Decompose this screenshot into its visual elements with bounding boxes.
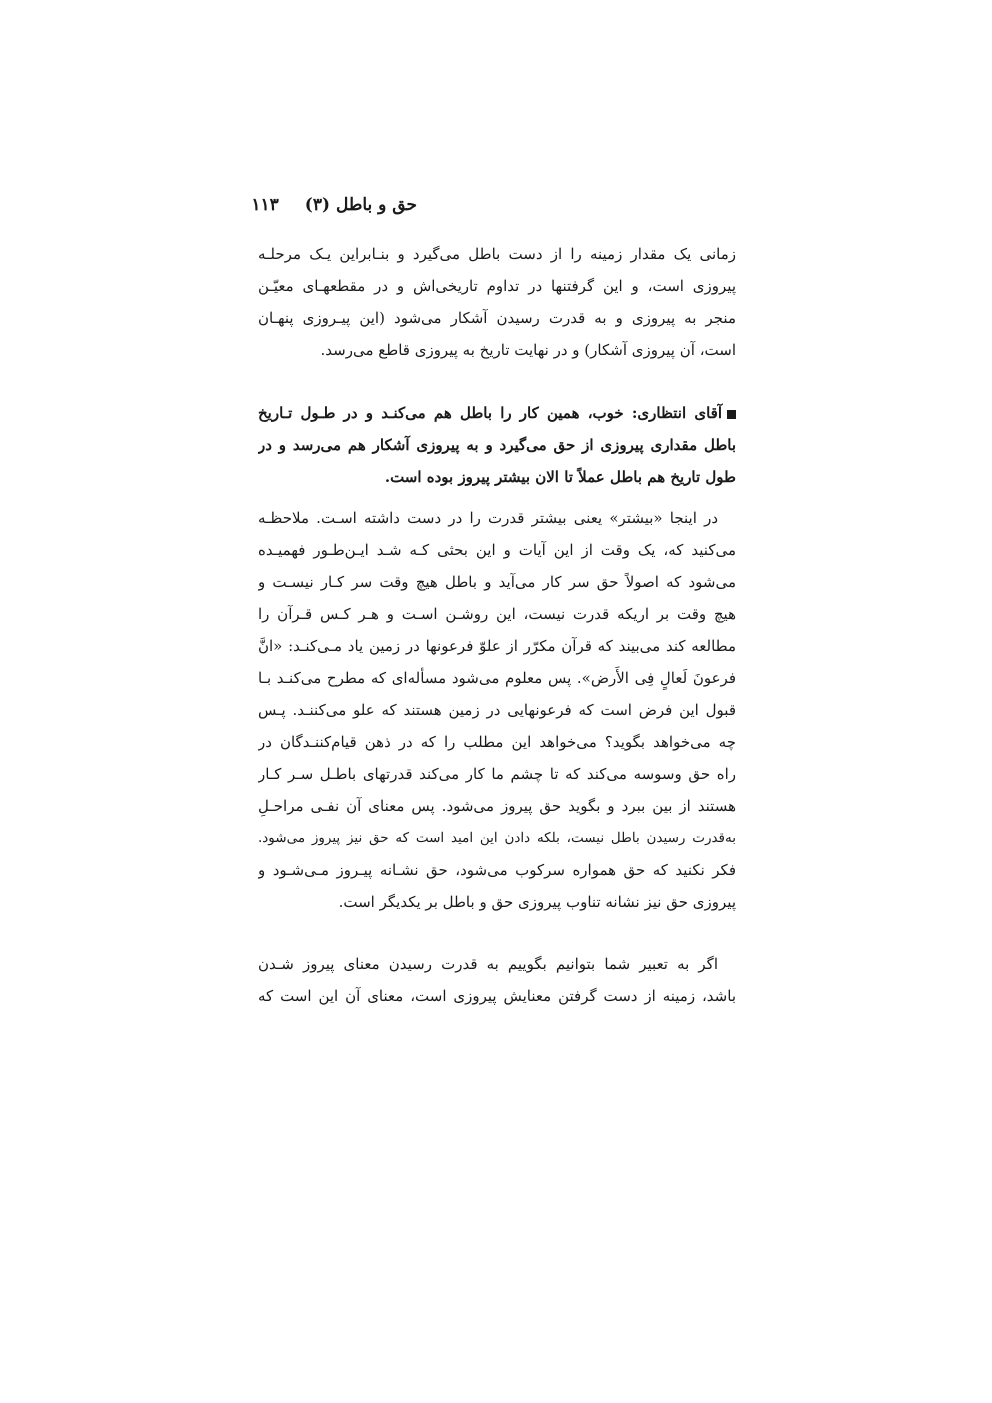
text-line: پیروزی است، و این گرفتنها در تداوم تاریخی‌اش و در مقطعهـای معیّـن <box>258 277 736 295</box>
text-line: فرعونَ لَعالٍ فِی الأَرض». پس معلوم می‌شود مسأله‌ای که مطرح می‌کنـد بـا <box>258 669 736 687</box>
paragraph-1 <box>258 238 736 366</box>
text-line: زمانی یک مقدار زمینه را از دست باطل می‌گیرد و بنـابراین یـک مرحلـه <box>258 245 736 263</box>
text-line: در اینجا «بیشتر» یعنی بیشتر قدرت را در دست داشته اسـت. ملاحظـه <box>258 509 718 527</box>
text-line: هیچ وقت بر اریکه قدرت نیست، این روشـن اسـت و هـر کـس قـرآن را <box>258 605 736 623</box>
question-text: آقای انتظاری: خوب، همین کار را باطل هم می‌کنـد و در طـول تـاریخ <box>258 404 722 422</box>
page-number: ۱۱۳ <box>251 195 279 215</box>
text-line: قبول این فرض است که فرعونهایی در زمین هستند که علو می‌کننـد. پـس <box>258 701 736 719</box>
text-line: است، آن پیروزی آشکار) و در نهایت تاریخ به پیروزی قاطع می‌رسد. <box>320 341 736 359</box>
text-line: می‌شود که اصولاً حق سر کار می‌آید و باطل هیچ وقت سر کـار نیسـت و <box>258 573 736 591</box>
square-bullet-icon <box>727 410 736 419</box>
chapter-title: حق و باطل (۳) <box>304 195 417 215</box>
answer-paragraph <box>258 502 736 918</box>
paragraph-4 <box>258 948 736 1012</box>
text-line <box>258 397 736 429</box>
text-line: به‌قدرت رسیدن باطل نیست، بلکه دادن این امید است که حق نیز پیروز می‌شود. <box>258 830 736 846</box>
text-line: می‌کنید که، یک وقت از این آیات و این بحثی کـه شـد ایـن‌طـور فهمیـده <box>258 541 736 559</box>
text-line: چه می‌خواهد بگوید؟ می‌خواهد این مطلب را که در ذهن قیام‌کننـدگان در <box>258 733 736 751</box>
text-line: باطل مقداری پیروزی از حق می‌گیرد و به پیروزی آشکار هم می‌رسد و در <box>258 436 736 454</box>
text-line: طول تاریخ هم باطل عملاً تا الان بیشتر پیروز بوده است. <box>384 468 736 486</box>
text-line: منجر به پیروزی و به قدرت رسیدن آشکار می‌شود (این پیـروزی پنهـان <box>258 309 736 327</box>
text-line: باشد، زمینه از دست گرفتن معنایش پیروزی است، معنای آن این است که <box>258 987 736 1005</box>
text-line: مطالعه کند می‌بیند که قرآن مکرّر از علوّ فرعونها در زمین یاد مـی‌کنـد: «انَّ <box>258 637 736 655</box>
text-line: هستند از بین ببرد و بگوید حق پیروز می‌شود. پس معنای آن نفـی مراحـلِ <box>258 797 736 815</box>
text-line: پیروزی حق نیز نشانه تناوب پیروزی حق و باطل بر یکدیگر است. <box>338 893 736 911</box>
text-line: اگر به تعبیر شما بتوانیم بگوییم به قدرت رسیدن معنای پیروز شـدن <box>258 955 718 973</box>
running-header <box>251 190 417 220</box>
text-line: راه حق وسوسه می‌کند که تا چشم ما کار می‌کند قدرتهای باطـل سـر کـار <box>258 765 736 783</box>
question-paragraph <box>258 397 736 493</box>
text-line: فکر نکنید که حق همواره سرکوب می‌شود، حق نشـانه پیـروز مـی‌شـود و <box>258 861 736 879</box>
